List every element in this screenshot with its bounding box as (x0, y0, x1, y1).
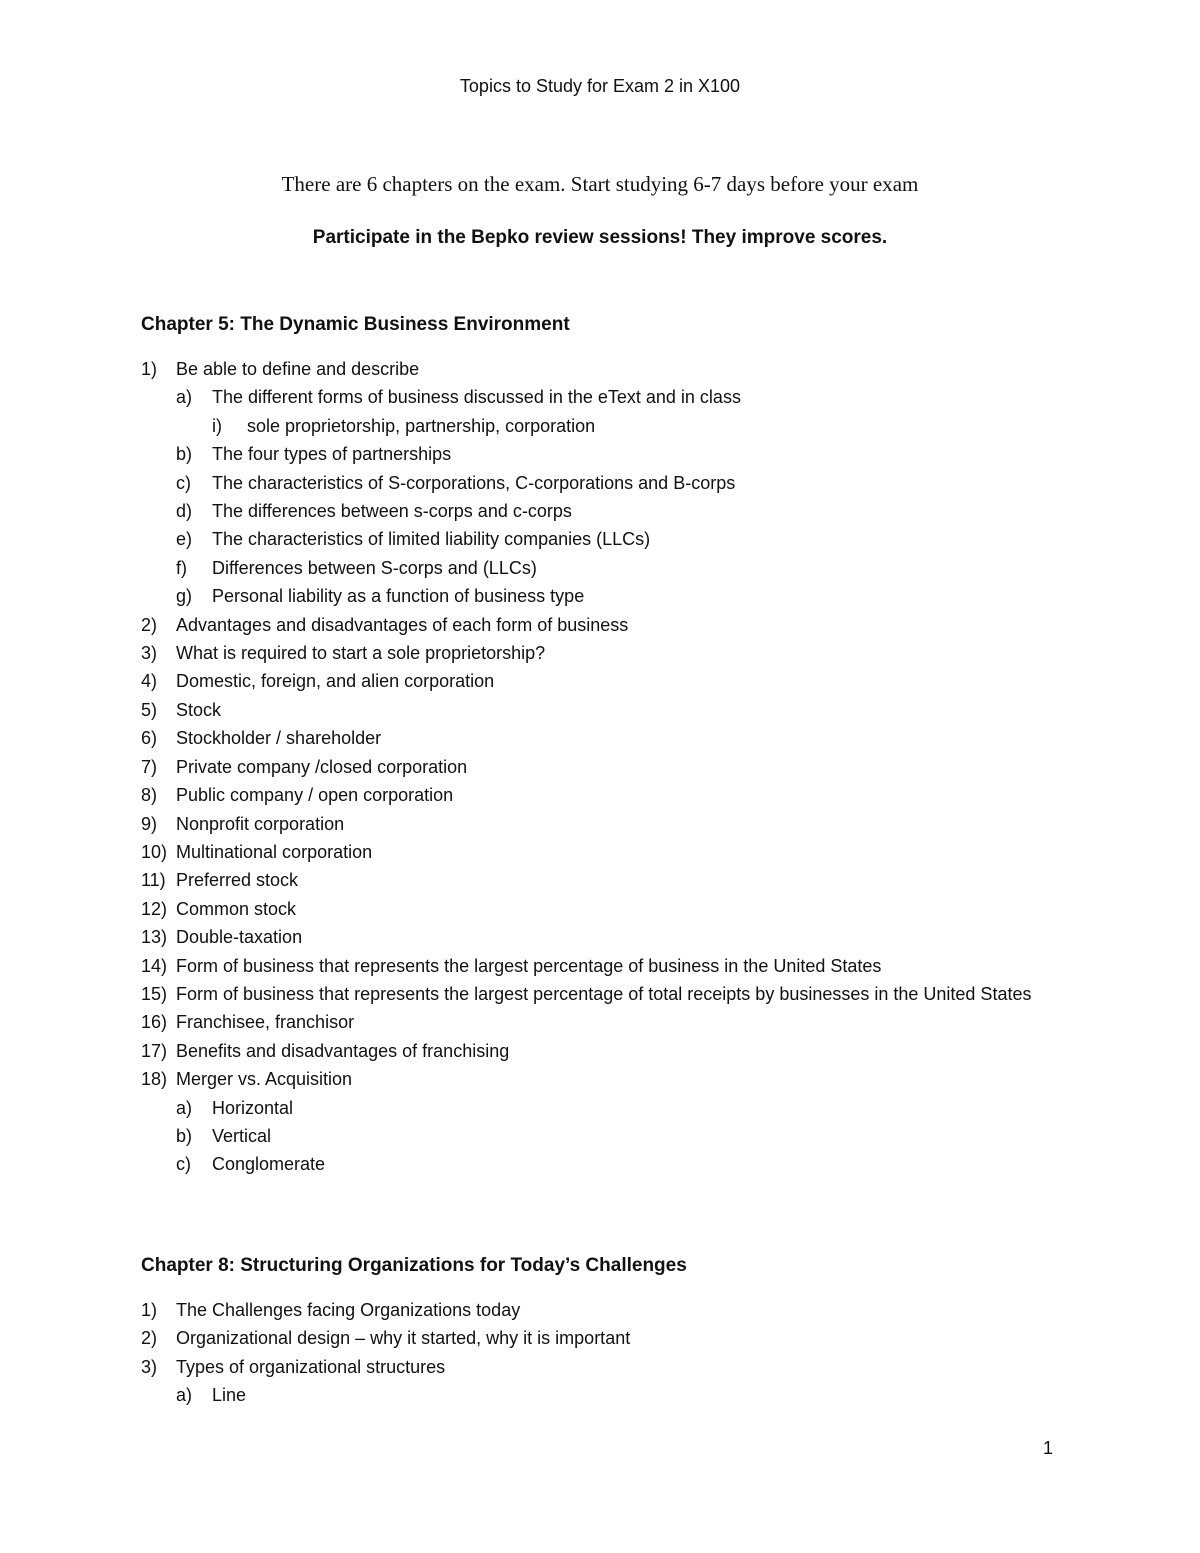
item-number: a) (176, 1385, 193, 1406)
item-text: Common stock (176, 898, 297, 919)
item-number: 15) (141, 983, 168, 1004)
item-number: 9) (141, 813, 158, 834)
item-text: Advantages and disadvantages of each form of business (176, 614, 629, 635)
item-number: 14) (141, 955, 168, 976)
list-item (141, 1065, 1071, 1093)
page-header: Topics to Study for Exam 2 in X100 (459, 76, 741, 96)
page-number: 1 (1043, 1438, 1054, 1458)
item-text: Private company /closed corporation (176, 756, 468, 777)
list-item (141, 810, 1071, 838)
topic-list (141, 1296, 1071, 1410)
item-text: The Challenges facing Organizations today (176, 1300, 521, 1320)
item-text: Preferred stock (176, 870, 299, 891)
item-number: c) (176, 1154, 191, 1175)
item-text: Benefits and disadvantages of franchising (176, 1040, 510, 1061)
chapter-heading: Chapter 5: The Dynamic Business Environment (141, 314, 570, 335)
item-number: 6) (141, 728, 158, 749)
item-number: 1) (141, 1300, 158, 1320)
sub-list-item (141, 497, 1071, 525)
list-item (141, 1324, 1071, 1352)
list-item (141, 781, 1071, 809)
intro-text: There are 6 chapters on the exam. Start studying 6-7 days before your exam (281, 172, 919, 196)
item-text: Form of business that represents the largest percentage of business in the United States (176, 955, 882, 976)
item-text: Stockholder / shareholder (176, 728, 382, 749)
review-notice: Participate in the Bepko review sessions! They improve scores. (312, 227, 888, 248)
list-item (141, 895, 1071, 923)
list-item (141, 838, 1071, 866)
item-text: sole proprietorship, partnership, corporation (247, 415, 596, 436)
list-item (141, 866, 1071, 894)
item-number: 8) (141, 785, 158, 806)
list-item (141, 696, 1071, 724)
item-text: The differences between s-corps and c-corps (212, 501, 572, 522)
item-text: Stock (176, 699, 222, 720)
item-number: g) (176, 586, 193, 607)
topic-list (141, 355, 1071, 1179)
item-number: c) (176, 472, 191, 493)
list-item (141, 753, 1071, 781)
sub-list-item (141, 383, 1071, 411)
list-item (141, 639, 1071, 667)
item-number: b) (176, 1125, 193, 1146)
list-item (141, 980, 1071, 1008)
item-number: 2) (141, 614, 158, 635)
list-item (141, 1296, 1071, 1324)
item-text: Personal liability as a function of business type (212, 586, 585, 607)
sub-list-item (141, 469, 1071, 497)
item-number: a) (176, 1097, 193, 1118)
list-item (141, 355, 1071, 383)
item-text: Nonprofit corporation (176, 813, 345, 834)
item-text: Multinational corporation (176, 841, 373, 862)
list-item (141, 724, 1071, 752)
sub-list-item (141, 582, 1071, 610)
item-text: The different forms of business discussed in the eText and in class (212, 387, 741, 408)
item-text: Franchisee, franchisor (176, 1012, 355, 1033)
item-text: The characteristics of S-corporations, C-corporations and B-corps (212, 472, 736, 493)
item-text: Merger vs. Acquisition (176, 1069, 353, 1090)
item-number: 13) (141, 927, 168, 948)
item-number: 4) (141, 671, 158, 692)
item-text: Organizational design – why it started, why it is important (176, 1328, 631, 1349)
item-number: 12) (141, 898, 168, 919)
sub-list-item (141, 440, 1071, 468)
list-item (141, 1353, 1071, 1381)
item-text: Line (212, 1385, 247, 1406)
sub-list-item (141, 1094, 1071, 1122)
sub-list-item (141, 1122, 1071, 1150)
item-number: 3) (141, 643, 158, 664)
sub-list-item (141, 1381, 1071, 1409)
item-number: 10) (141, 841, 168, 862)
item-text: The characteristics of limited liability companies (LLCs) (212, 529, 651, 550)
item-text: The four types of partnerships (212, 444, 452, 465)
list-item (141, 667, 1071, 695)
sub-list-item (141, 525, 1071, 553)
item-number: e) (176, 529, 193, 550)
item-number: 16) (141, 1012, 168, 1033)
item-text: Domestic, foreign, and alien corporation (176, 671, 495, 692)
list-item (141, 952, 1071, 980)
list-item (141, 1008, 1071, 1036)
item-text: Types of organizational structures (176, 1356, 446, 1377)
item-text: Form of business that represents the largest percentage of total receipts by businesses in the United States (176, 983, 1032, 1004)
list-item (141, 923, 1071, 951)
item-number: 18) (141, 1069, 168, 1090)
list-item (141, 611, 1071, 639)
item-text: Vertical (212, 1125, 272, 1146)
item-text: Differences between S-corps and (LLCs) (212, 557, 537, 578)
item-number: a) (176, 387, 193, 408)
item-text: Public company / open corporation (176, 785, 454, 806)
sub-list-item (141, 412, 1071, 440)
item-number: i) (212, 415, 222, 436)
item-number: f) (176, 557, 187, 578)
item-number: 5) (141, 699, 158, 720)
item-number: 2) (141, 1328, 158, 1349)
item-number: d) (176, 501, 193, 522)
item-number: 1) (141, 359, 158, 379)
item-text: Double-taxation (176, 927, 303, 948)
sub-list-item (141, 1150, 1071, 1178)
item-number: 17) (141, 1040, 168, 1061)
item-text: Conglomerate (212, 1154, 326, 1175)
item-text: Horizontal (212, 1097, 294, 1118)
list-item (141, 1037, 1071, 1065)
chapter-heading: Chapter 8: Structuring Organizations for Today’s Challenges (141, 1255, 687, 1276)
item-number: 7) (141, 756, 158, 777)
item-text: What is required to start a sole proprietorship? (176, 643, 546, 664)
item-number: 3) (141, 1356, 158, 1377)
item-number: b) (176, 444, 193, 465)
item-number: 11) (141, 870, 166, 891)
sub-list-item (141, 554, 1071, 582)
item-text: Be able to define and describe (176, 359, 420, 379)
